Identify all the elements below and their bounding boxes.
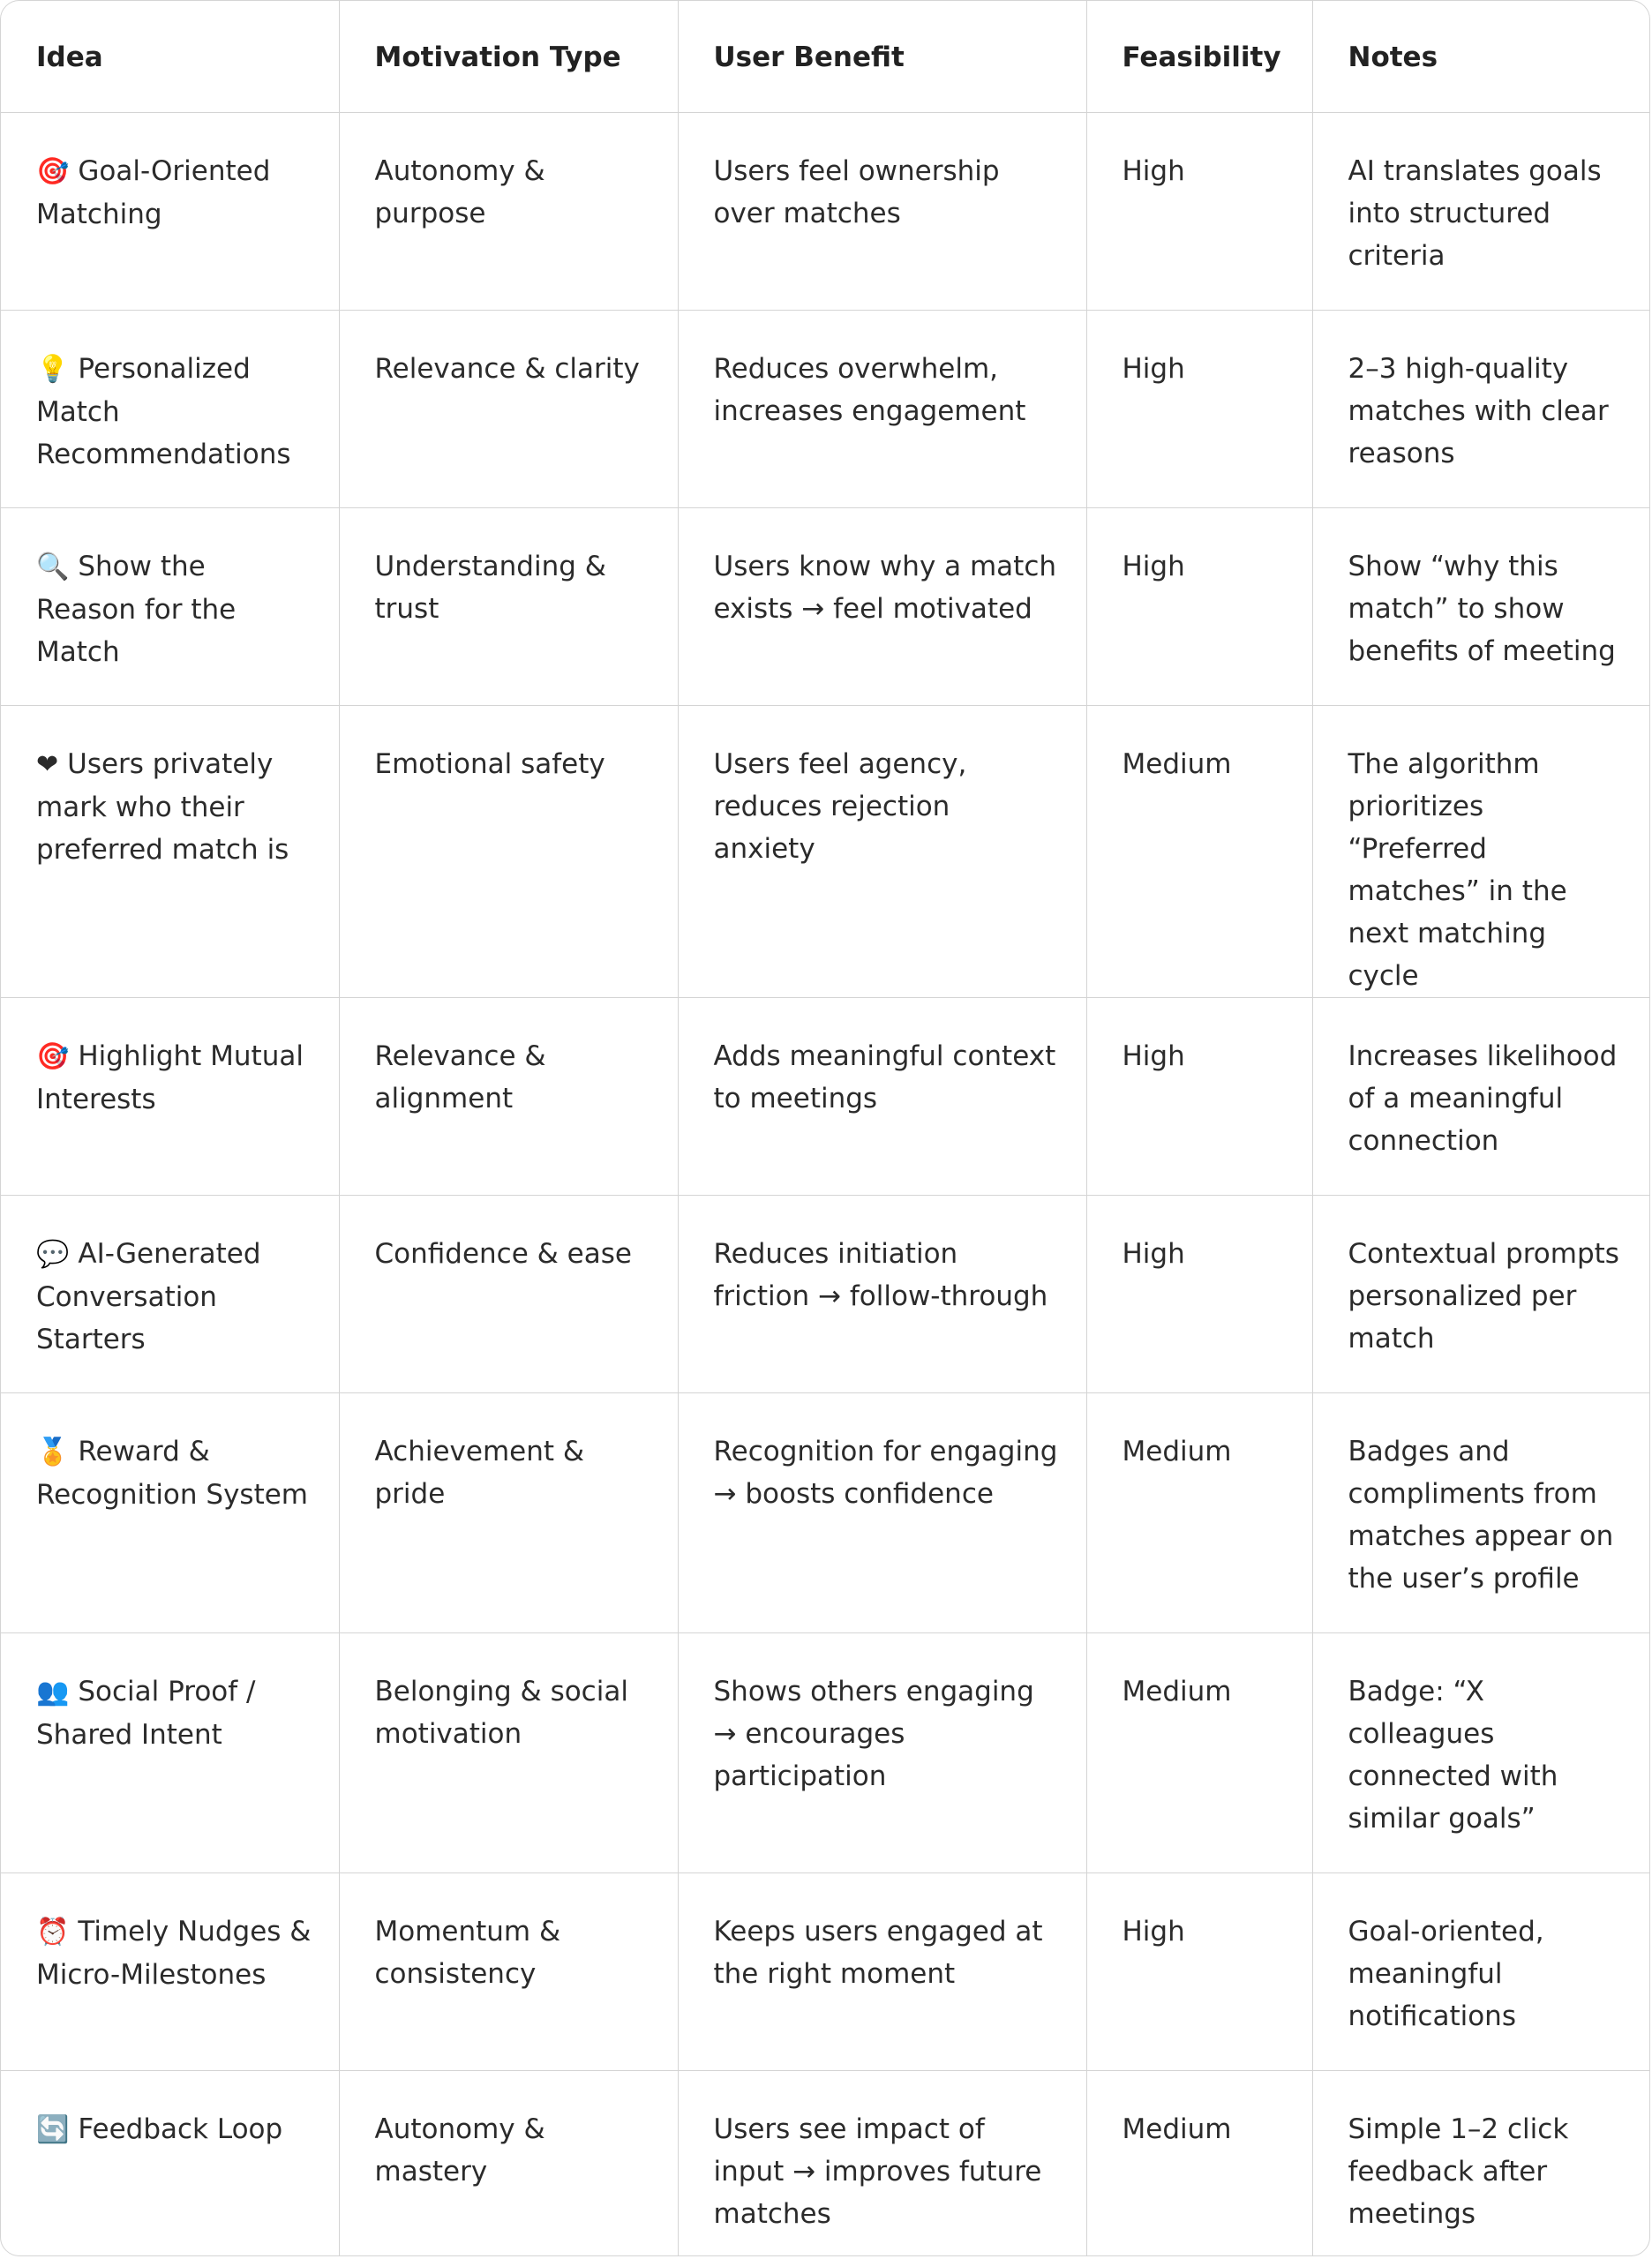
cell-idea [1,1872,339,2070]
idea-label: Goal-Oriented Matching [36,154,271,230]
target-icon: 🎯 [36,1040,70,1072]
cell-feasibility: Medium [1086,705,1312,997]
cell-notes: Increases likelihood of a meaningful connection [1312,997,1649,1195]
cell-user-benefit: Recognition for engaging → boosts confidence [678,1392,1086,1632]
magnifier-icon: 🔍 [36,551,70,582]
lightbulb-icon: 💡 [36,353,70,385]
cell-idea [1,997,339,1195]
cell-motivation-type: Understanding & trust [339,507,678,705]
cell-user-benefit: Users feel agency, reduces rejection anxiety [678,705,1086,997]
idea-label: Personalized Match Recommendations [36,352,291,470]
header-notes: Notes [1312,1,1649,112]
cell-feasibility: High [1086,1195,1312,1392]
cell-idea [1,2070,339,2256]
idea-label: AI-Generated Conversation Starters [36,1237,261,1355]
cell-feasibility: High [1086,310,1312,507]
cell-feasibility: High [1086,997,1312,1195]
heart-icon: ❤ [36,748,59,780]
cell-idea [1,1195,339,1392]
cell-idea [1,112,339,310]
table-row [1,1392,1649,1632]
header-motivation-type: Motivation Type [339,1,678,112]
cell-motivation-type: Autonomy & purpose [339,112,678,310]
cell-motivation-type: Relevance & clarity [339,310,678,507]
idea-label: Users privately mark who their preferred match is [36,747,289,866]
cell-feasibility: Medium [1086,1392,1312,1632]
idea-label: Highlight Mutual Interests [36,1039,304,1115]
ideas-table [1,1,1649,2256]
cell-feasibility: Medium [1086,1632,1312,1872]
table-row [1,310,1649,507]
cell-feasibility: High [1086,112,1312,310]
cell-notes: Badge: “X colleagues connected with similar goals” [1312,1632,1649,1872]
cell-user-benefit: Reduces overwhelm, increases engagement [678,310,1086,507]
speech-bubble-icon: 💬 [36,1238,70,1270]
target-icon: 🎯 [36,155,70,187]
medal-icon: 🏅 [36,1436,70,1467]
cell-notes: The algorithm prioritizes “Preferred matches” in the next matching cycle [1312,705,1649,997]
cell-user-benefit: Users know why a match exists → feel motivated [678,507,1086,705]
cell-user-benefit: Adds meaningful context to meetings [678,997,1086,1195]
refresh-icon: 🔄 [36,2113,70,2145]
table-row [1,1872,1649,2070]
cell-idea [1,310,339,507]
idea-label: Reward & Recognition System [36,1435,309,1511]
cell-notes: AI translates goals into structured criteria [1312,112,1649,310]
cell-notes: 2–3 high-quality matches with clear reasons [1312,310,1649,507]
table-row [1,997,1649,1195]
table-row [1,112,1649,310]
cell-user-benefit: Users see impact of input → improves future matches [678,2070,1086,2256]
cell-user-benefit: Users feel ownership over matches [678,112,1086,310]
cell-user-benefit: Shows others engaging → encourages participation [678,1632,1086,1872]
table-row [1,507,1649,705]
cell-idea [1,705,339,997]
cell-notes: Goal-oriented, meaningful notifications [1312,1872,1649,2070]
cell-feasibility: Medium [1086,2070,1312,2256]
table-row [1,705,1649,997]
cell-notes: Simple 1–2 click feedback after meetings [1348,2113,1569,2230]
alarm-clock-icon: ⏰ [36,1916,70,1948]
header-row [1,1,1649,112]
cell-notes: Contextual prompts personalized per match [1312,1195,1649,1392]
cell-idea [1,507,339,705]
people-icon: 👥 [36,1676,70,1707]
idea-label: Show the Reason for the Match [36,550,237,668]
cell-motivation-type: Confidence & ease [339,1195,678,1392]
cell-motivation-type: Belonging & social motivation [339,1632,678,1872]
cell-idea [1,1392,339,1632]
cell-notes: Badges and compliments from matches appear on the user’s profile [1312,1392,1649,1632]
idea-label: Timely Nudges & Micro-Milestones [36,1915,312,1991]
cell-motivation-type: Autonomy & mastery [339,2070,678,2256]
cell-feasibility: High [1086,1872,1312,2070]
header-user-benefit: User Benefit [678,1,1086,112]
cell-motivation-type: Emotional safety [339,705,678,997]
cell-user-benefit: Reduces initiation friction → follow-through [678,1195,1086,1392]
table-row [1,1195,1649,1392]
cell-idea [1,1632,339,1872]
table-row [1,1632,1649,1872]
header-feasibility: Feasibility [1086,1,1312,112]
cell-feasibility: High [1086,507,1312,705]
idea-label: Feedback Loop [78,2113,283,2145]
cell-motivation-type: Momentum & consistency [339,1872,678,2070]
cell-motivation-type: Achievement & pride [339,1392,678,1632]
idea-label: Social Proof / Shared Intent [36,1675,256,1751]
header-idea: Idea [1,1,339,112]
cell-user-benefit: Keeps users engaged at the right moment [678,1872,1086,2070]
table-row [1,2070,1649,2256]
cell-motivation-type: Relevance & alignment [339,997,678,1195]
cell-notes: Show “why this match” to show benefits of meeting [1312,507,1649,705]
